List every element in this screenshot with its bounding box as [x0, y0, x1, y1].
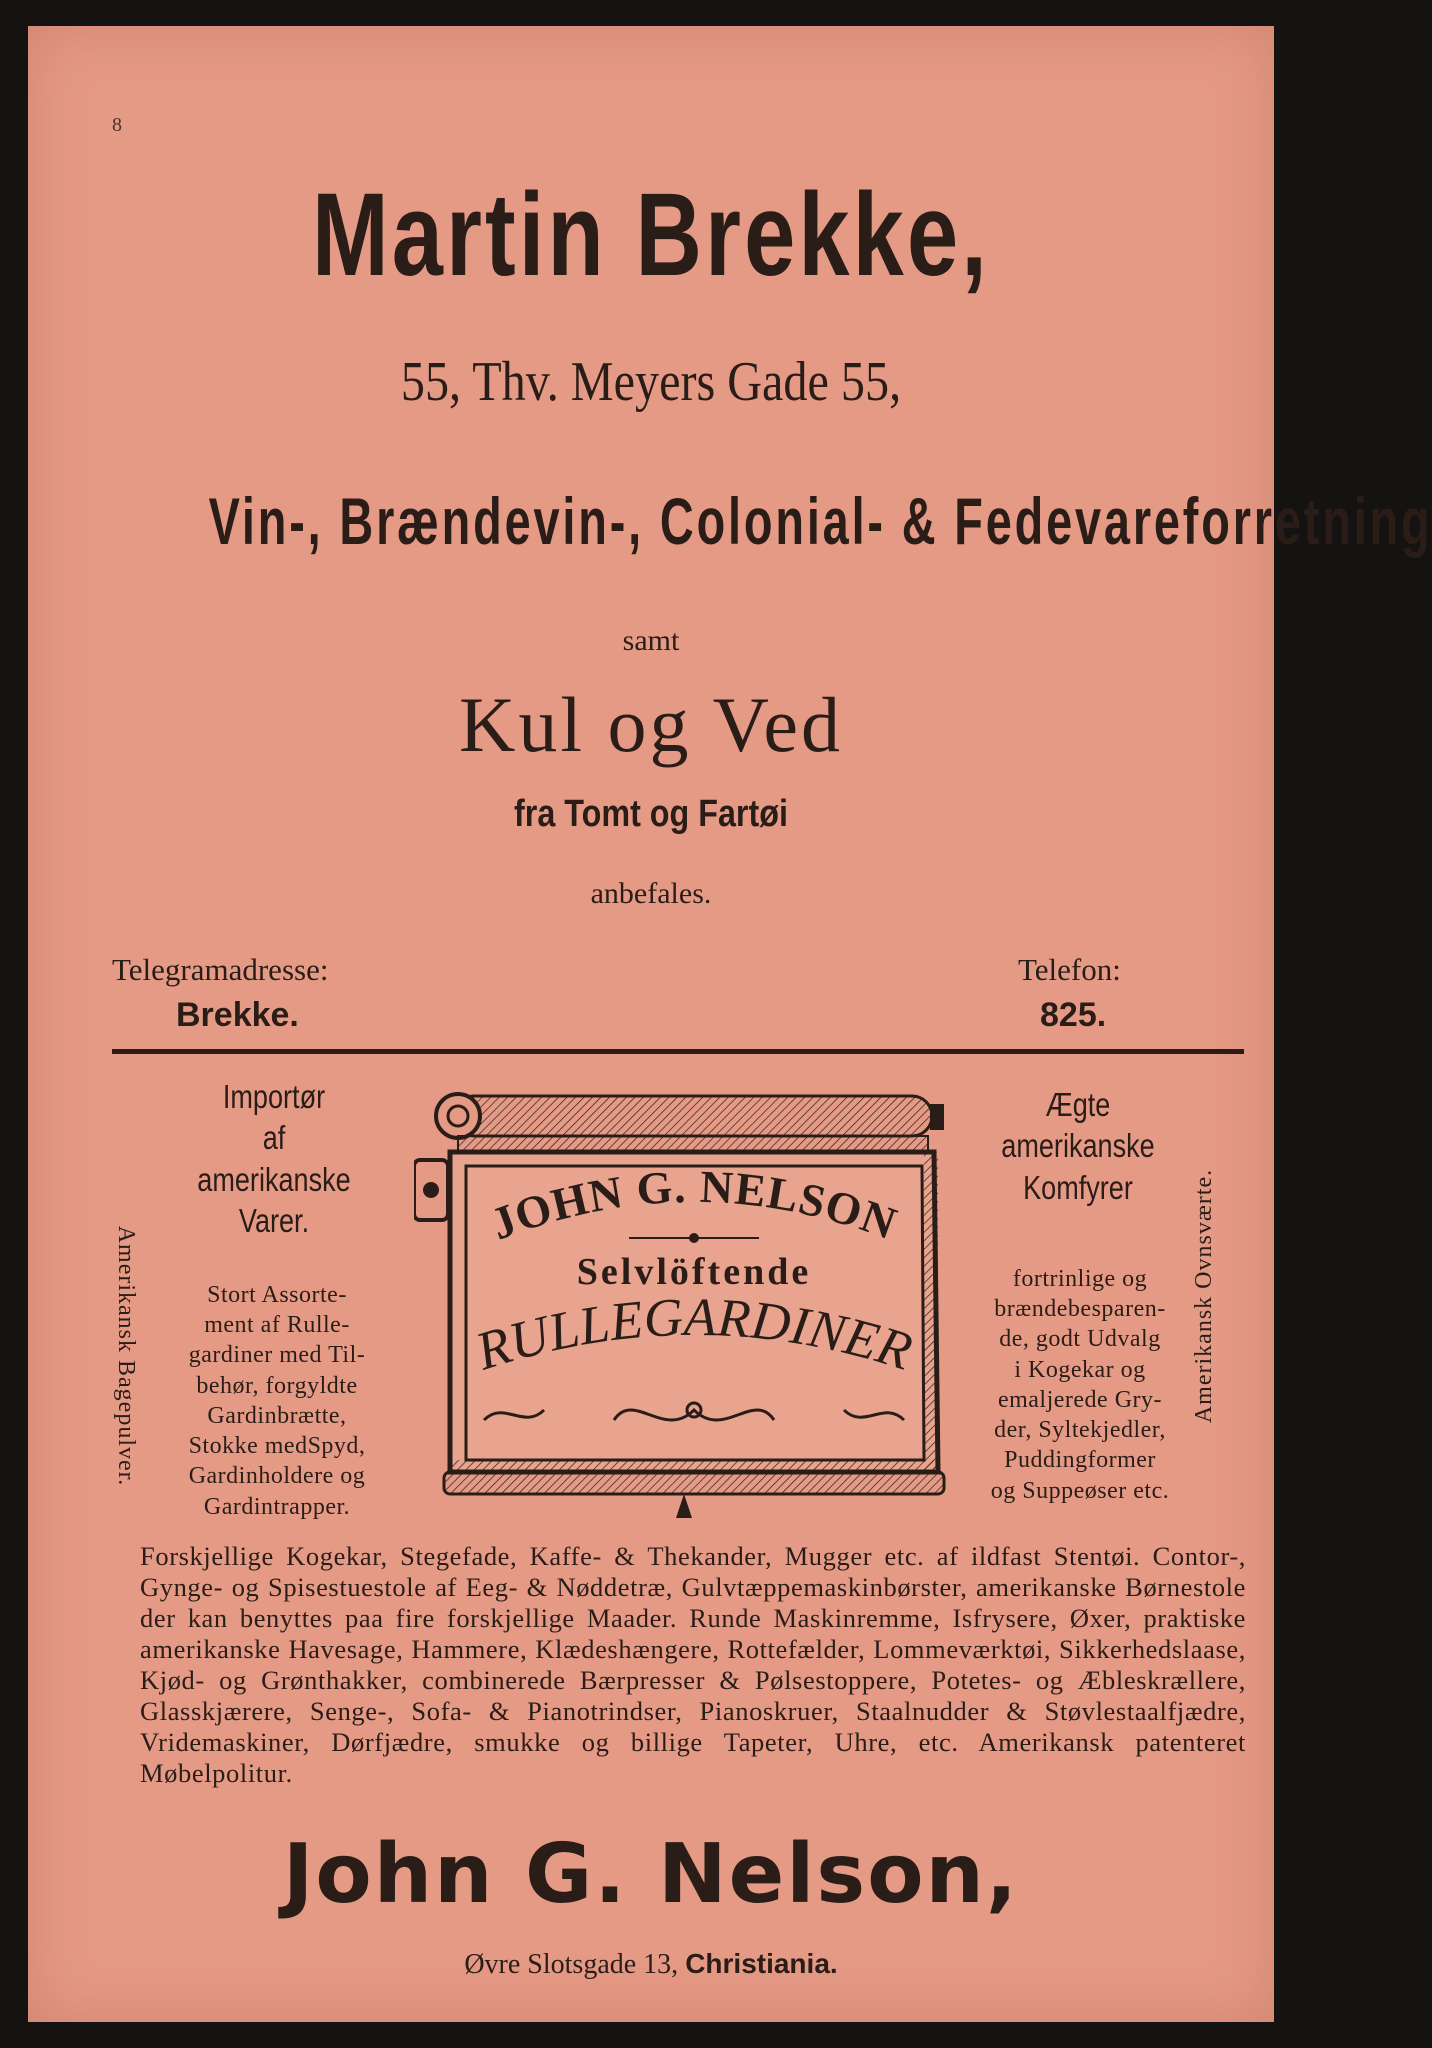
page-number: 8 — [112, 114, 122, 136]
product-list-paragraph: Forskjellige Kogekar, Stegefade, Kaffe- & Thekander, Mugger etc. af ildfast Stentøi. Contor-, Gynge- og Spisestuestole af Eeg- & Nøddetræ, Gulvtæppemaskinbørster, amerikanske Børnestole der kan benyttes paa fire forskjellige Maader. Runde Maskinremme, Isfrysere, Øxer, praktiske amerikanske Havesage, Hammere, Klædeshængere, Rottefælder, Lommeværktøi, Sikkerhedslaase, Kjød- og Grønthakker, combinerede Bærpresser & Pølsestoppere, Potetes- og Æbleskrællere, Glasskjærere, Senge-, Sofa- & Pianotrindser, Pianoskruer, Staalnudder & Støvlestaalfjædre, Vridemaskiner, Dørfjædre, smukke og billige Tapeter, Uhre, etc. Amerikansk patenteret Møbelpolitur. — [140, 1541, 1246, 1788]
roller-right-cap — [930, 1104, 944, 1130]
vertical-text-right: Amerikansk Ovnsværte. — [1191, 1168, 1217, 1424]
martin-brekke-title: Martin Brekke, — [312, 169, 990, 301]
bottom-bar — [444, 1472, 944, 1494]
left-body-line: behør, forgyldte — [196, 1372, 358, 1399]
telegram-value: Brekke. — [176, 996, 299, 1034]
illustration-line1: JOHN G. NELSON — [484, 1160, 904, 1250]
left-column-heading — [167, 1076, 380, 1241]
brekke-business-line: Vin-, Brændevin-, Colonial- & Fedevareforretning — [208, 484, 1432, 558]
telefon-label: Telefon: — [1018, 952, 1121, 987]
left-body-line: gardiner med Til- — [188, 1342, 366, 1369]
illustration-line2: Selvlöftende — [576, 1251, 812, 1293]
right-body-line: brændebesparen- — [994, 1296, 1166, 1323]
right-body-line: emaljerede Gry- — [997, 1386, 1163, 1413]
left-body-line: Stokke medSpyd, — [188, 1433, 366, 1460]
left-body-line: ment af Rulle- — [204, 1312, 350, 1339]
roller-blind-illustration — [414, 1080, 958, 1522]
john-g-nelson-name: John G. Nelson, — [282, 1827, 1020, 1922]
kul-og-ved-heading: Kul og Ved — [459, 681, 843, 768]
footer-city: Christiania. — [685, 1948, 838, 1979]
left-body-line: Gardinbrætte, — [207, 1402, 347, 1429]
left-head-line: Varer. — [238, 1201, 310, 1239]
pull-tassel-icon — [676, 1494, 692, 1518]
illustration-line3: RULLEGARDINER — [469, 1286, 919, 1382]
fra-tomt-line: fra Tomt og Fartøi — [514, 793, 788, 835]
left-head-line: af — [262, 1119, 286, 1157]
left-head-line: amerikanske — [197, 1160, 351, 1198]
roller-end-cap — [436, 1094, 480, 1138]
left-body-line: Gardinholdere og — [188, 1463, 366, 1490]
left-head-line: Importør — [222, 1078, 326, 1115]
left-body-line: Gardintrapper. — [203, 1493, 351, 1520]
left-body-line: Stort Assorte- — [207, 1282, 347, 1308]
right-column-body — [946, 1264, 1214, 1506]
footer-street: Øvre Slotsgade 13, — [464, 1949, 679, 1980]
anbefales-text: anbefales. — [590, 877, 712, 910]
right-body-line: der, Syltekjedler, — [994, 1417, 1166, 1444]
right-head-line: Komfyrer — [1023, 1168, 1133, 1206]
right-body-line: i Kogekar og — [1014, 1356, 1146, 1383]
brekke-address: 55, Thv. Meyers Gade 55, — [400, 351, 902, 413]
telefon-value: 825. — [1040, 996, 1107, 1034]
right-body-line: de, godt Udvalg — [999, 1326, 1161, 1353]
right-body-line: og Suppeøser etc. — [990, 1477, 1170, 1504]
left-column-body — [146, 1280, 408, 1522]
footer-address — [28, 1948, 1274, 1981]
vertical-text-left: Amerikansk Bagepulver. — [113, 1225, 139, 1487]
roller-bar — [454, 1096, 932, 1136]
right-body-line: fortrinlige og — [1012, 1266, 1148, 1292]
right-head-line: amerikanske — [1001, 1127, 1155, 1165]
right-column-heading — [971, 1084, 1184, 1208]
samt-text: samt — [622, 624, 680, 657]
section-divider — [112, 1049, 1244, 1054]
advertisement-page — [28, 26, 1432, 2022]
right-body-line: Puddingformer — [1004, 1447, 1156, 1474]
telegram-label: Telegramadresse: — [112, 952, 329, 987]
right-head-line: Ægte — [1045, 1086, 1111, 1123]
